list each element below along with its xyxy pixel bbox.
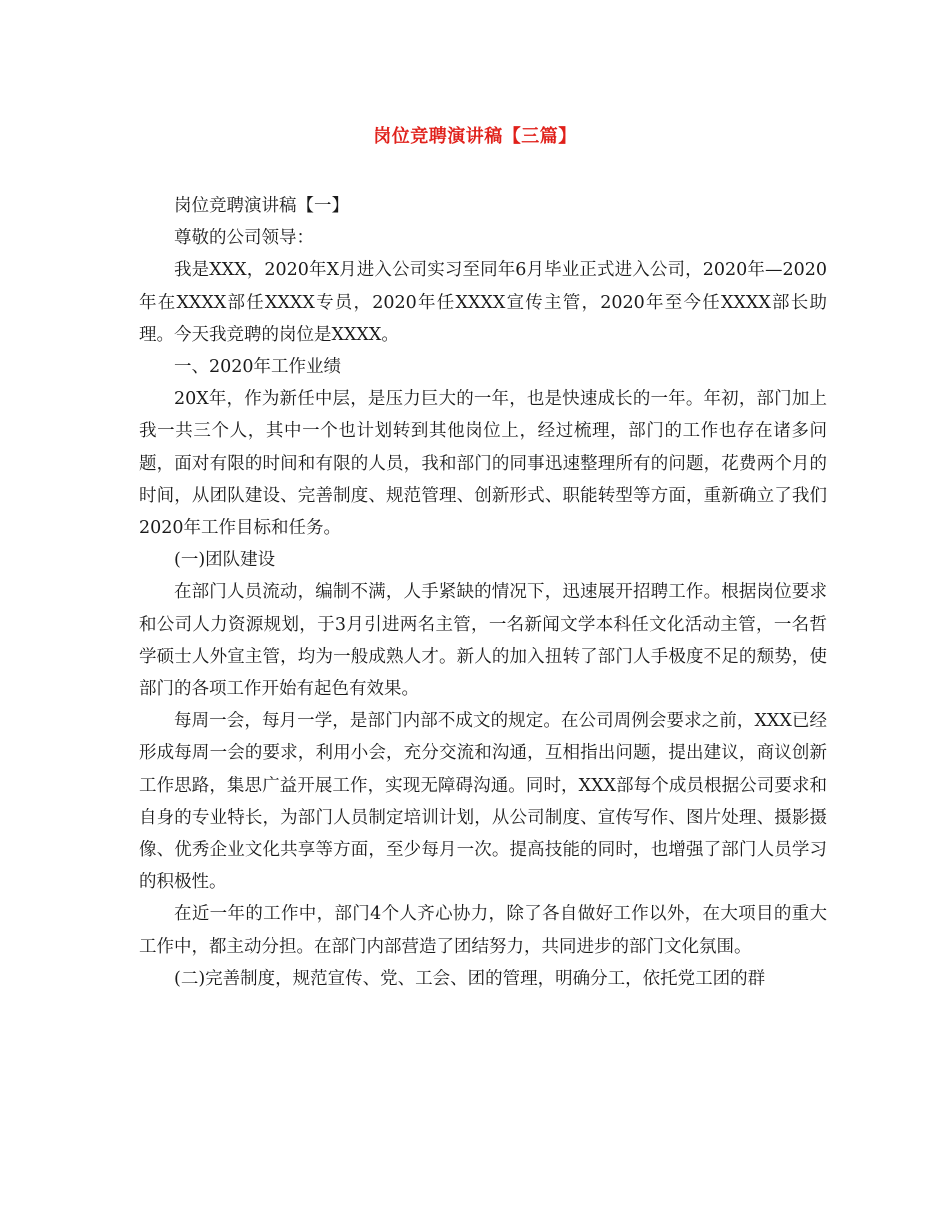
section-heading-1: 岗位竞聘演讲稿【一】: [174, 196, 349, 216]
document-title: 岗位竞聘演讲稿【三篇】: [373, 126, 577, 147]
document-body: [139, 190, 827, 995]
salutation: 尊敬的公司领导：: [174, 228, 314, 249]
paragraph-weekly-meeting: 每周一会，每月一学，是部门内部不成文的规定。在公司周例会要求之前，XXX已经形成每周一会的要求，利用小会，充分交流和沟通，互相指出问题，提出建议，商议创新工作思路，集思广益开展工作，实现无障碍沟通。同时，XXX部每个成员根据公司要求和自身的专业特长，为部门人员制定培训计划，从公司制度、宣传写作、图片处理、摄影摄像、优秀企业文化共享等方面，至少每月一次。提高技能的同时，也增强了部门人员学习的积极性。: [139, 711, 827, 893]
paragraph-teamwork: 在近一年的工作中，部门4个人齐心协力，除了各自做好工作以外，在大项目的重大工作中，都主动分担。在部门内部营造了团结努力，共同进步的部门文化氛围。: [139, 904, 827, 957]
section-heading-performance: 一、2020年工作业绩: [174, 357, 342, 378]
paragraph-introduction: 我是XXX，2020年X月进入公司实习至同年6月毕业正式进入公司，2020年—2020年在XXXX部任XXXX专员，2020年任XXXX宣传主管，2020年至今任XXXX部长助理。今天我竞聘的岗位是XXXX。: [139, 260, 827, 345]
paragraph-recruitment: 在部门人员流动，编制不满，人手紧缺的情况下，迅速展开招聘工作。根据岗位要求和公司人力资源规划，于3月引进两名主管，一名新闻文学本科任文化活动主管，一名哲学硕士人外宣主管，均为一般成熟人才。新人的加入扭转了部门人手极度不足的颓势，使部门的各项工作开始有起色有效果。: [139, 582, 827, 700]
subheading-system-improvement: (二)完善制度，规范宣传、党、工会、团的管理，明确分工，依托党工团的群: [174, 968, 766, 989]
subheading-team-building: (一)团队建设: [174, 550, 276, 571]
paragraph-performance: 20X年，作为新任中层，是压力巨大的一年，也是快速成长的一年。年初，部门加上我一共三个人，其中一个也计划转到其他岗位上，经过梳理，部门的工作也存在诸多问题，面对有限的时间和有限的人员，我和部门的同事迅速整理所有的问题，花费两个月的时间，从团队建设、完善制度、规范管理、创新形式、职能转型等方面，重新确立了我们2020年工作目标和任务。: [139, 389, 827, 539]
